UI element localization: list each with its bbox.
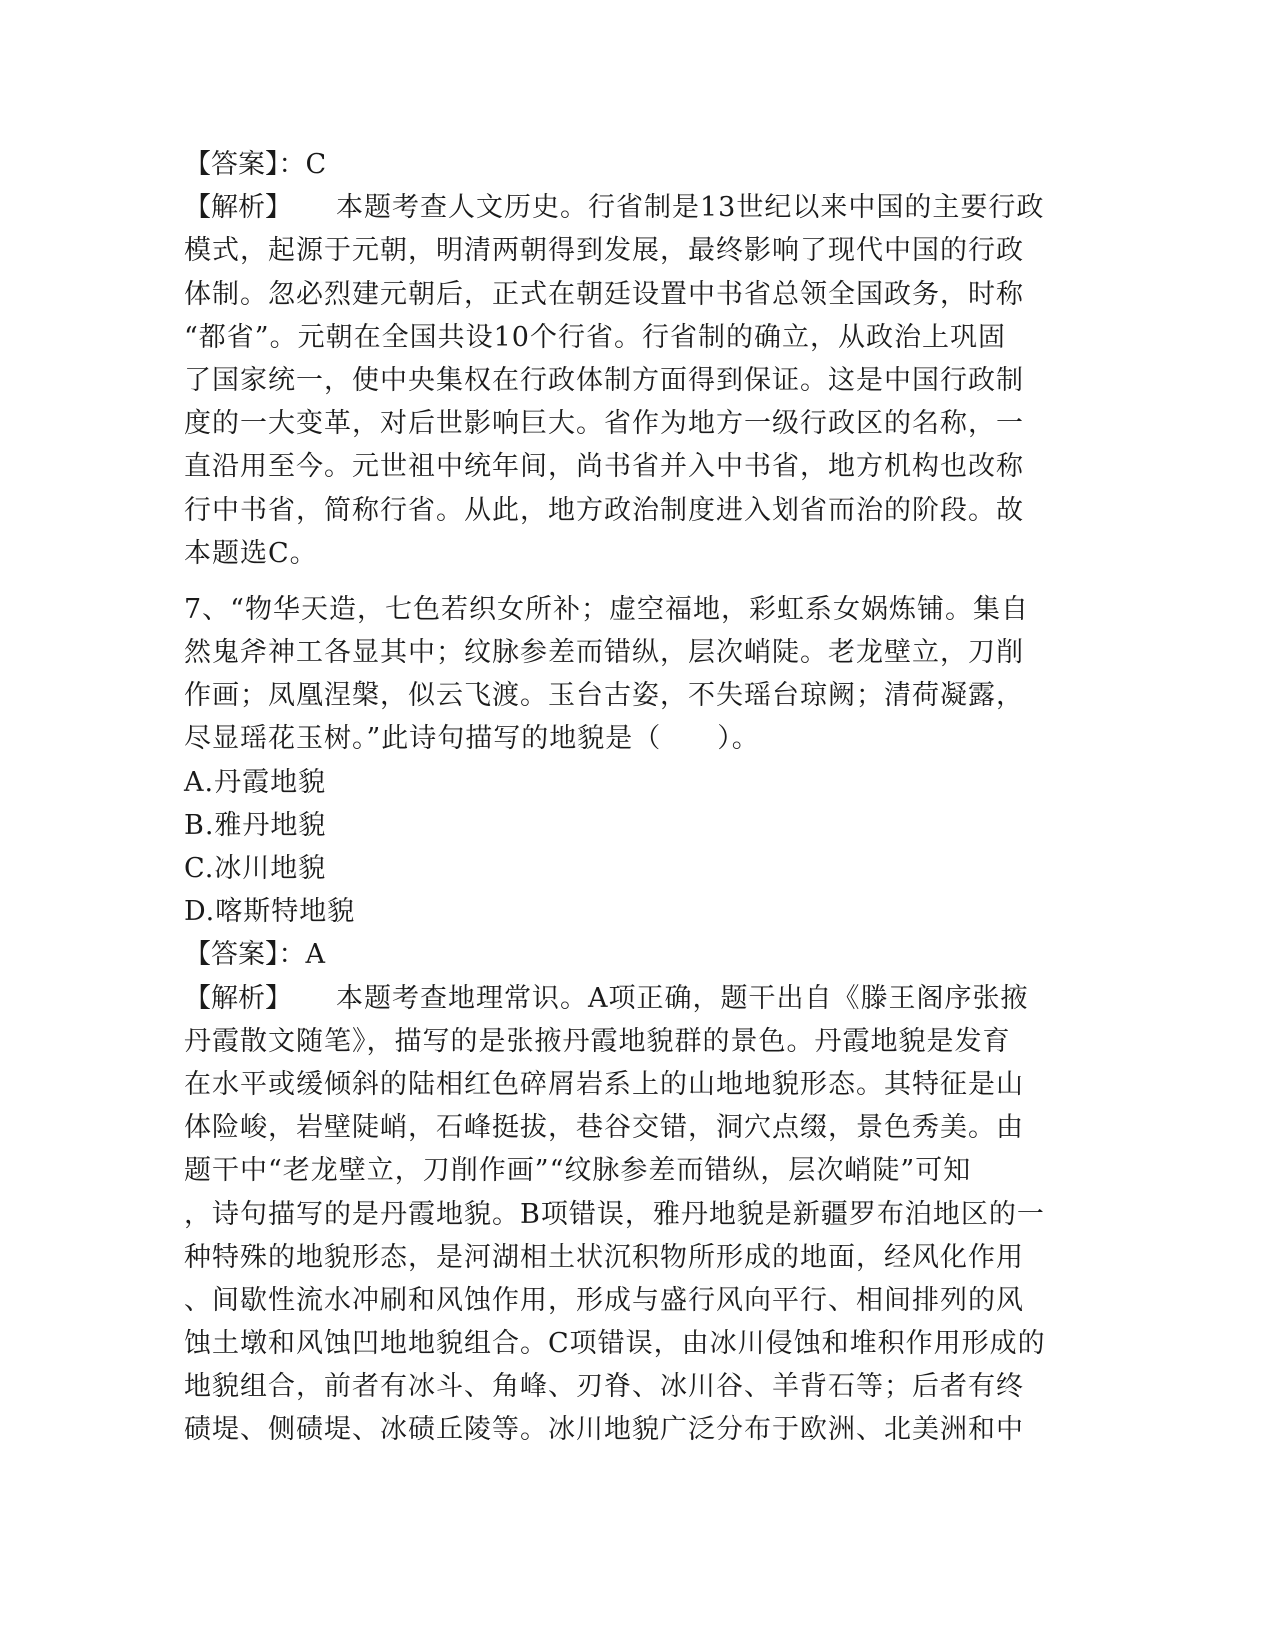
analysis-text: 体制。忽必烈建元朝后，正式在朝廷设置中书省总领全国政务，时称 (184, 278, 1024, 310)
analysis-text: 本题选C。 (184, 537, 318, 569)
prev-answer-line (184, 143, 1084, 186)
analysis-text: 题干中“老龙壁立，刀削作画”“纹脉参差而错纵，层次峭陡”可知 (184, 1155, 972, 1187)
analysis-text: 度的一大变革，对后世影响巨大。省作为地方一级行政区的名称，一 (184, 408, 1024, 440)
analysis-text: 本题考查人文历史。行省制是13世纪以来中国的主要行政 (336, 192, 1045, 224)
answer-value: A (305, 939, 326, 971)
analysis-text: 种特殊的地貌形态，是河湖相土状沉积物所形成的地面，经风化作用 (184, 1241, 1024, 1273)
analysis-text: 行中书省，简称行省。从此，地方政治制度进入划省而治的阶段。故 (184, 494, 1024, 526)
question-stem: 尽显瑶花玉树。”此诗句描写的地貌是（ ）。 (184, 723, 760, 755)
analysis-text: 模式，起源于元朝，明清两朝得到发展，最终影响了现代中国的行政 (184, 235, 1024, 267)
prev-analysis-line (184, 186, 1084, 229)
question-stem: 7、“物华天造，七色若织女所补；虚空福地，彩虹系女娲炼铺。集自 (184, 593, 1029, 625)
option-b: B.雅丹地貌 (184, 809, 327, 841)
answer-label: 【答案】： (184, 149, 306, 180)
option-a: A.丹霞地貌 (184, 766, 327, 798)
analysis-label: 【解析】 (184, 192, 292, 224)
analysis-label: 【解析】 (184, 982, 292, 1014)
analysis-text: 在水平或缓倾斜的陆相红色碎屑岩系上的山地地貌形态。其特征是山 (184, 1068, 1024, 1100)
question-stem: 然鬼斧神工各显其中；纹脉参差而错纵，层次峭陡。老龙壁立，刀削 (184, 637, 1024, 669)
analysis-text: “都省”。元朝在全国共设10个行省。行省制的确立，从政治上巩固 (184, 321, 1006, 353)
answer-value: C (305, 149, 328, 180)
question-stem: 作画；凤凰涅槃，似云飞渡。玉台古姿，不失瑶台琼阙；清荷凝露， (184, 680, 1024, 712)
analysis-text: 直沿用至今。元世祖中统年间，尚书省并入中书省，地方机构也改称 (184, 451, 1024, 483)
option-c: C.冰川地貌 (184, 853, 327, 884)
analysis-text: 、间歇性流水冲刷和风蚀作用，形成与盛行风向平行、相间排列的风 (184, 1284, 1024, 1316)
analysis-text: 丹霞散文随笔》，描写的是张掖丹霞地貌群的景色。丹霞地貌是发育 (184, 1025, 1011, 1057)
analysis-text: 地貌组合，前者有冰斗、角峰、刃脊、冰川谷、羊背石等；后者有终 (184, 1371, 1024, 1403)
analysis-line (184, 977, 1084, 1020)
document-page (184, 143, 1084, 1452)
analysis-text: ，诗句描写的是丹霞地貌。B项错误，雅丹地貌是新疆罗布泊地区的一 (184, 1198, 1045, 1230)
option-d: D.喀斯特地貌 (184, 896, 356, 928)
analysis-text: 蚀土墩和风蚀凹地地貌组合。C项错误，由冰川侵蚀和堆积作用形成的 (184, 1328, 1046, 1360)
answer-label: 【答案】： (184, 939, 306, 971)
analysis-text: 碛堤、侧碛堤、冰碛丘陵等。冰川地貌广泛分布于欧洲、北美洲和中 (184, 1414, 1024, 1446)
analysis-text: 体险峻，岩壁陡峭，石峰挺拔，巷谷交错，洞穴点缀，景色秀美。由 (184, 1112, 1024, 1144)
answer-line (184, 933, 1084, 976)
analysis-text: 了国家统一，使中央集权在行政体制方面得到保证。这是中国行政制 (184, 364, 1024, 396)
analysis-text: 本题考查地理常识。A项正确，题干出自《滕王阁序张掖 (336, 982, 1029, 1014)
